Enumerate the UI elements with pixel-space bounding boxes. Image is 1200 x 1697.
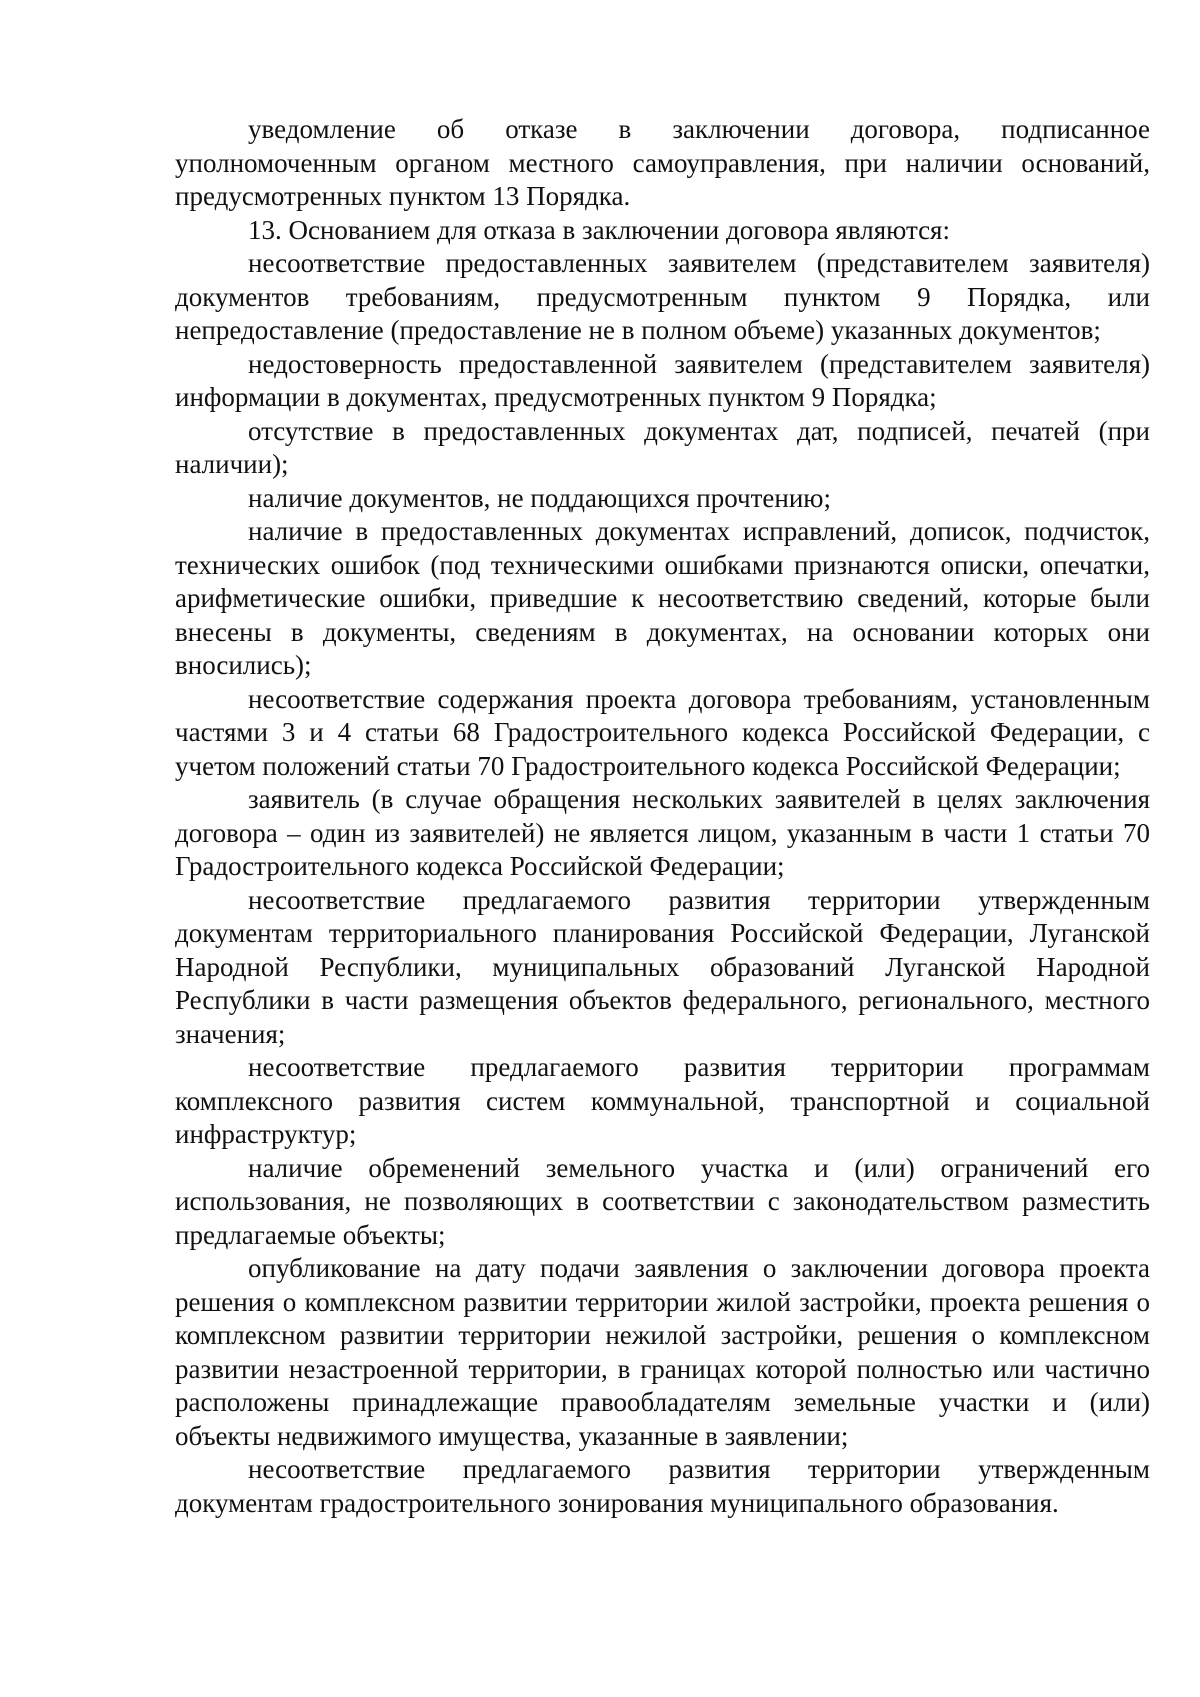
paragraph-unreliable-information: недостоверность предоставленной заявителем (представителем заявителя) информации в документах, предусмотренных пунктом 9 Порядка;: [175, 348, 1150, 412]
paragraph-section-13-heading: 13. Основанием для отказа в заключении договора являются:: [248, 214, 950, 245]
paragraph-applicant-not-eligible: заявитель (в случае обращения нескольких заявителей в целях заключения договора – один из заявителей) не является лицом, указанным в части 1 статьи 70 Градостроительного кодекса Российской Федерации;: [175, 784, 1150, 881]
paragraph-unreadable-documents: наличие документов, не поддающихся прочтению;: [248, 482, 831, 513]
paragraph-land-encumbrances: наличие обременений земельного участка и (или) ограничений его использования, не позволяющих в соответствии с законодательством разместить предлагаемые объекты;: [175, 1152, 1150, 1250]
paragraph-zoning-nonconformity: несоответствие предлагаемого развития территории утвержденным документам градостроительного зонирования муниципального образования.: [175, 1454, 1150, 1518]
paragraph-missing-dates-signatures: отсутствие в предоставленных документах дат, подписей, печатей (при наличии);: [175, 415, 1150, 479]
paragraph-corrections-errors: наличие в предоставленных документах исправлений, дописок, подчисток, технических ошибок (под техническими ошибками признаются описки, опечатки, арифметические ошибки, приведшие к несоответствию сведений, которые были внесены в документы, сведениям в документах, на основании которых они вносились);: [175, 516, 1150, 680]
paragraph-published-decision-drafts: опубликование на дату подачи заявления о заключении договора проекта решения о комплексном развитии территории жилой застройки, проекта решения о комплексном развитии территории нежилой застройки, решения о комплексном развитии незастроенной территории, в границах которой полностью или частично расположены принадлежащие правообладателям земельные участки и (или) объекты недвижимого имущества, указанные в заявлении;: [175, 1253, 1150, 1451]
paragraph-refusal-notice: уведомление об отказе в заключении договора, подписанное уполномоченным органом местного самоуправления, при наличии оснований, предусмотренных пунктом 13 Порядка.: [175, 114, 1150, 211]
document-page: [175, 113, 1150, 1520]
paragraph-nonconforming-documents: несоответствие предоставленных заявителем (представителем заявителя) документов требованиям, предусмотренным пунктом 9 Порядка, или непредоставление (предоставление не в полном объеме) указанных документов;: [175, 248, 1150, 345]
paragraph-contract-draft-nonconformity: несоответствие содержания проекта договора требованиям, установленным частями 3 и 4 статьи 68 Градостроительного кодекса Российской Федерации, с учетом положений статьи 70 Градостроительного кодекса Российской Федерации;: [175, 683, 1150, 781]
paragraph-infrastructure-programs-nonconformity: несоответствие предлагаемого развития территории программам комплексного развития систем коммунальной, транспортной и социальной инфраструктур;: [175, 1052, 1150, 1149]
paragraph-territorial-planning-nonconformity: несоответствие предлагаемого развития территории утвержденным документам территориального планирования Российской Федерации, Луганской Народной Республики, муниципальных образований Луганской Народной Республики в части размещения объектов федерального, регионального, местного значения;: [175, 884, 1150, 1049]
